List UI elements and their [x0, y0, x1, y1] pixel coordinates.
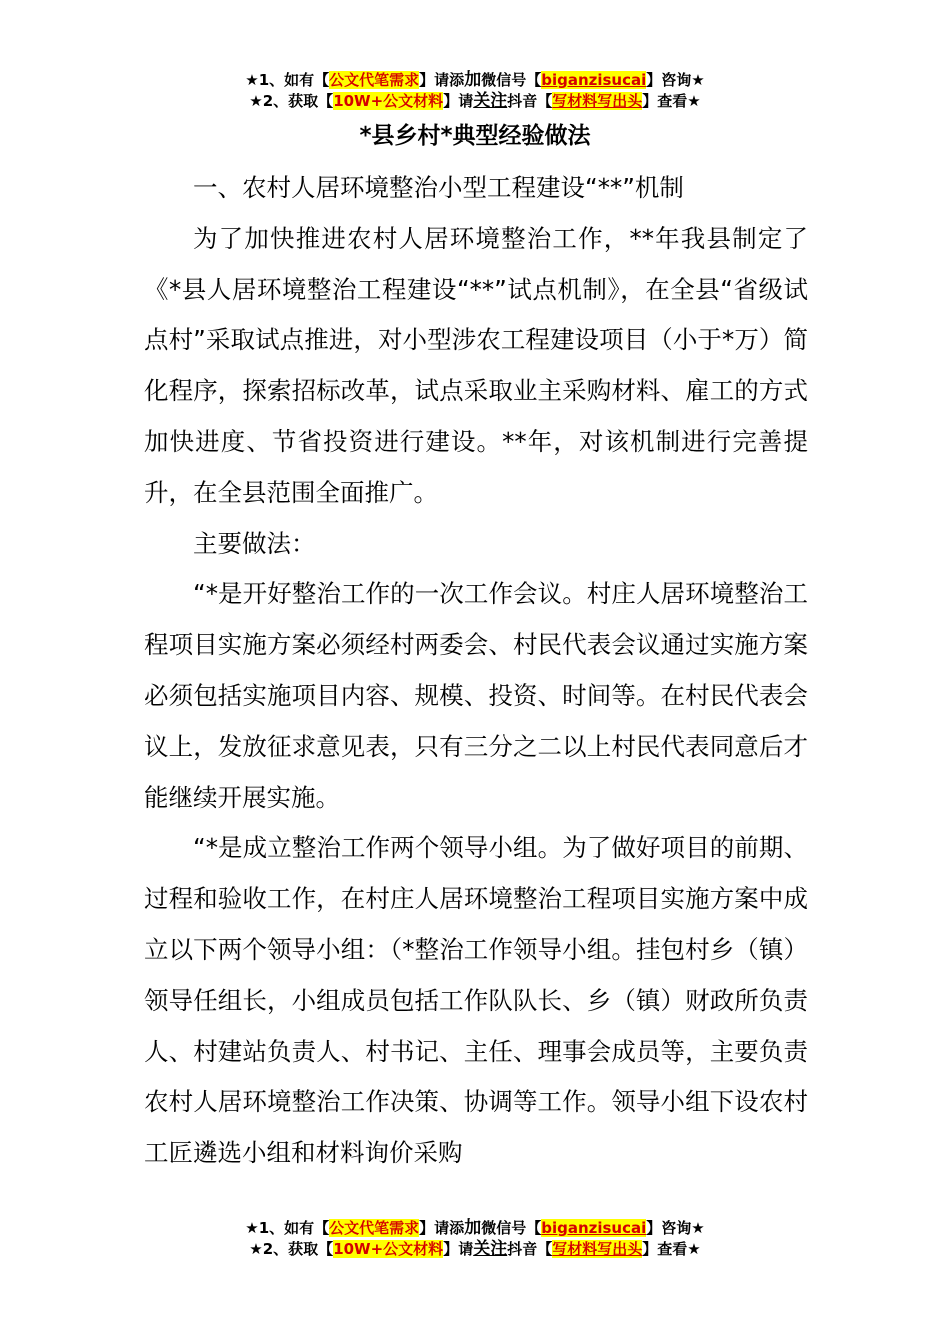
douyin-account-link[interactable]: 写材料写出头: [552, 1240, 643, 1258]
document-title: *县乡村*典型经验做法: [359, 123, 591, 149]
subheading: 主要做法：: [193, 528, 316, 558]
banner-text: 微信号【: [481, 71, 542, 89]
banner-text: 抖音【: [507, 1240, 553, 1258]
banner-text: 】咨询★: [646, 71, 705, 89]
banner-text: 关注: [473, 91, 508, 111]
header-banner-line-2: [0, 91, 950, 112]
body-paragraph: “*是成立整治工作两个领导小组。为了做好项目的前期、过程和验收工作，在村庄人居环境整治工程项目实施方案中成立以下两个领导小组：（*整治工作领导小组。挂包村乡（镇）领导任组长，小组成员包括工作队队长、乡（镇）财政所负责人、村建站负责人、村书记、主任、理事会成员等，主要负责农村人居环境整治工作决策、协调等工作。领导小组下设农村工匠遴选小组和材料询价采购: [144, 833, 808, 1168]
banner-text: 抖音【: [507, 92, 553, 110]
wechat-id-link[interactable]: biganzisucai: [541, 71, 647, 89]
banner-text: 关注: [473, 1239, 508, 1259]
document-body: [144, 163, 808, 1179]
section-heading: 一、农村人居环境整治小型工程建设“**”机制: [193, 173, 684, 202]
footer-banner: [0, 1218, 950, 1260]
banner-text: 】请: [443, 92, 474, 110]
douyin-account-link[interactable]: 写材料写出头: [552, 92, 643, 110]
banner-text: 】查看★: [642, 1240, 701, 1258]
materials-highlight: 10W+公文材料: [333, 1240, 444, 1258]
body-paragraph: “*是开好整治工作的一次工作会议。村庄人居环境整治工程项目实施方案必须经村两委会、村民代表会议通过实施方案必须包括实施项目内容、规模、投资、时间等。在村民代表会议上，发放征求意见表，只有三分之二以上村民代表同意后才能继续开展实施。: [144, 579, 808, 812]
banner-text: 】请添: [419, 1219, 465, 1237]
footer-banner-line-1: [0, 1218, 950, 1239]
service-highlight: 公文代笔需求: [329, 1219, 420, 1237]
banner-text: 】请添: [419, 71, 465, 89]
banner-text: 加: [464, 70, 482, 90]
header-banner-line-1: [0, 70, 950, 91]
banner-text: 】查看★: [642, 92, 701, 110]
wechat-id-link[interactable]: biganzisucai: [541, 1219, 647, 1237]
service-highlight: 公文代笔需求: [329, 71, 420, 89]
materials-highlight: 10W+公文材料: [333, 92, 444, 110]
banner-text: ★2、获取【: [249, 1240, 334, 1258]
banner-text: 】咨询★: [646, 1219, 705, 1237]
banner-text: 微信号【: [481, 1219, 542, 1237]
banner-text: ★1、如有【: [245, 1219, 330, 1237]
footer-banner-line-2: [0, 1239, 950, 1260]
banner-text: ★2、获取【: [249, 92, 334, 110]
banner-text: ★1、如有【: [245, 71, 330, 89]
header-banner: [0, 70, 950, 112]
banner-text: 】请: [443, 1240, 474, 1258]
body-paragraph: 为了加快推进农村人居环境整治工作，**年我县制定了《*县人居环境整治工程建设“**”试点机制》，在全县“省级试点村”采取试点推进，对小型涉农工程建设项目（小于*万）简化程序，探索招标改革，试点采取业主采购材料、雇工的方式加快进度、节省投资进行建设。**年，对该机制进行完善提升，在全县范围全面推广。: [144, 223, 808, 507]
banner-text: 加: [464, 1218, 482, 1238]
